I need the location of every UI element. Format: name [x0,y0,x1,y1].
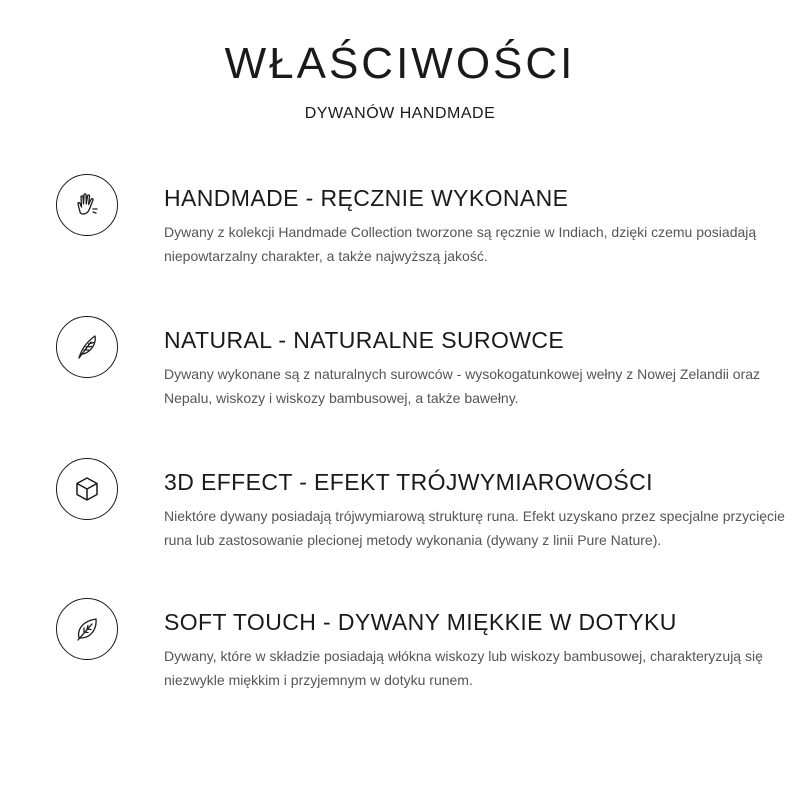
feature-handmade [56,174,776,284]
feature-description: Dywany, które w składzie posiadają włókna wiskozy lub wiskozy bambusowej, charakteryzują się niezwykle miękkim i przyjemnym w dotyku runem. [164,648,763,688]
hand-icon [56,174,118,236]
feature-description: Dywany z kolekcji Handmade Collection tworzone są ręcznie w Indiach, dzięki czemu posiadają niepowtarzalny charakter, a także najwyższą jakość. [164,224,757,264]
feature-description: Dywany wykonane są z naturalnych surowców - wysokogatunkowej wełny z Nowej Zelandii oraz Nepalu, wiskozy i wiskozy bambusowej, a także bawełny. [164,366,761,406]
feature-natural [56,316,776,426]
feather-icon [56,316,118,378]
feature-title: HANDMADE - RĘCZNIE WYKONANE [164,185,569,211]
cube-icon [56,458,118,520]
feature-title: 3D EFFECT - EFEKT TRÓJWYMIAROWOŚCI [164,469,653,495]
leaf-icon [56,598,118,660]
feature-3d-effect [56,458,785,568]
page-title: WŁAŚCIWOŚCI [224,39,576,88]
page-subtitle: DYWANÓW HANDMADE [304,105,496,122]
feature-soft-touch [56,598,776,708]
feature-description: Niektóre dywany posiadają trójwymiarową strukturę runa. Efekt uzyskano przez specjalne przycięcie runa lub zastosowanie plecionej metody wykonania (dywany z linii Pure Nature). [164,508,785,548]
feature-title: SOFT TOUCH - DYWANY MIĘKKIE W DOTYKU [164,609,677,635]
feature-title: NATURAL - NATURALNE SUROWCE [164,327,565,353]
